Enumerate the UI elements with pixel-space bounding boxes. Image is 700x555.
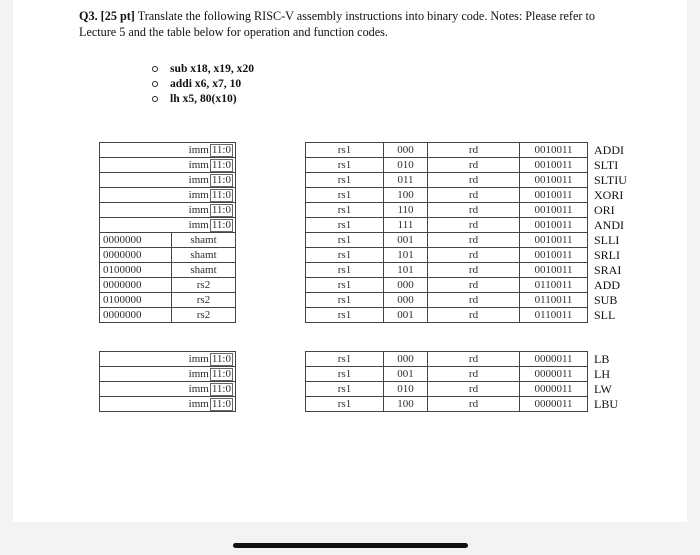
funct7-cell: 0100000 xyxy=(100,293,172,308)
table-row xyxy=(100,367,643,382)
rd-cell: rd xyxy=(428,158,520,173)
instruction-item: sub x18, x19, x20 xyxy=(150,61,254,76)
rs1-cell: rs1 xyxy=(306,173,384,188)
funct7-cell: 0000000 xyxy=(100,248,172,263)
rs2-cell: shamt xyxy=(172,248,236,263)
question-label: Q3. [25 pt] xyxy=(79,9,135,23)
spacer-cell xyxy=(236,173,306,188)
funct3-cell: 000 xyxy=(384,278,428,293)
mnemonic-cell: LBU xyxy=(594,396,618,411)
imm-bits: 11:0 xyxy=(211,158,231,171)
imm-label: imm xyxy=(188,158,209,171)
spacer-cell xyxy=(236,367,306,382)
table-row xyxy=(100,278,643,293)
imm-label: imm xyxy=(188,382,209,395)
funct3-cell: 110 xyxy=(384,203,428,218)
rs1-cell: rs1 xyxy=(306,397,384,412)
mnemonic-cell: SLLI xyxy=(594,232,620,247)
mnemonic-cell: LB xyxy=(594,351,610,366)
imm-bits: 11:0 xyxy=(211,143,231,156)
funct3-cell: 010 xyxy=(384,382,428,397)
funct3-cell: 000 xyxy=(384,293,428,308)
rs1-cell: rs1 xyxy=(306,263,384,278)
home-indicator[interactable] xyxy=(233,543,468,548)
opcode-cell: 0010011 xyxy=(520,233,588,248)
spacer-cell xyxy=(236,158,306,173)
imm-label: imm xyxy=(188,397,209,410)
rs1-cell: rs1 xyxy=(306,248,384,263)
table-row xyxy=(100,233,643,248)
opcode-cell: 0110011 xyxy=(520,278,588,293)
imm-bits: 11:0 xyxy=(211,382,231,395)
rs1-cell: rs1 xyxy=(306,233,384,248)
mnemonic-cell: SRAI xyxy=(594,262,622,277)
rd-cell: rd xyxy=(428,308,520,323)
rs2-cell: rs2 xyxy=(172,308,236,323)
rs1-cell: rs1 xyxy=(306,158,384,173)
encoding-table-loads xyxy=(99,351,643,412)
opcode-cell: 0010011 xyxy=(520,173,588,188)
funct3-cell: 001 xyxy=(384,308,428,323)
opcode-cell: 0000011 xyxy=(520,367,588,382)
imm-label: imm xyxy=(188,352,209,365)
mnemonic-cell: ANDI xyxy=(594,217,624,232)
funct3-cell: 100 xyxy=(384,188,428,203)
imm-bits: 11:0 xyxy=(211,173,231,186)
rs1-cell: rs1 xyxy=(306,203,384,218)
opcode-cell: 0110011 xyxy=(520,293,588,308)
spacer-cell xyxy=(236,143,306,158)
funct3-cell: 111 xyxy=(384,218,428,233)
funct3-cell: 000 xyxy=(384,352,428,367)
imm-bits: 11:0 xyxy=(211,397,231,410)
rd-cell: rd xyxy=(428,173,520,188)
imm-bits: 11:0 xyxy=(211,218,231,231)
rs1-cell: rs1 xyxy=(306,367,384,382)
imm-cell xyxy=(100,143,236,158)
spacer-cell xyxy=(236,278,306,293)
imm-cell xyxy=(100,158,236,173)
instruction-list xyxy=(150,61,254,106)
spacer-cell xyxy=(236,263,306,278)
table-row xyxy=(100,188,643,203)
rd-cell: rd xyxy=(428,263,520,278)
imm-bits: 11:0 xyxy=(211,352,231,365)
mnemonic-cell: XORI xyxy=(594,187,624,202)
rd-cell: rd xyxy=(428,233,520,248)
funct7-cell: 0000000 xyxy=(100,308,172,323)
rd-cell: rd xyxy=(428,143,520,158)
funct3-cell: 001 xyxy=(384,367,428,382)
spacer-cell xyxy=(236,397,306,412)
table-row xyxy=(100,397,643,412)
imm-cell xyxy=(100,203,236,218)
funct3-cell: 000 xyxy=(384,143,428,158)
imm-label: imm xyxy=(188,367,209,380)
mnemonic-cell: SRLI xyxy=(594,247,621,262)
question-text-block xyxy=(79,9,619,40)
funct3-cell: 010 xyxy=(384,158,428,173)
rs1-cell: rs1 xyxy=(306,143,384,158)
rd-cell: rd xyxy=(428,293,520,308)
spacer-cell xyxy=(236,308,306,323)
imm-bits: 11:0 xyxy=(211,367,231,380)
funct7-cell: 0000000 xyxy=(100,278,172,293)
spacer-cell xyxy=(236,382,306,397)
imm-cell xyxy=(100,367,236,382)
opcode-cell: 0010011 xyxy=(520,203,588,218)
rd-cell: rd xyxy=(428,397,520,412)
imm-cell xyxy=(100,397,236,412)
funct7-cell: 0100000 xyxy=(100,263,172,278)
mnemonic-cell: SLTI xyxy=(594,157,619,172)
imm-bits: 11:0 xyxy=(211,203,231,216)
mnemonic-cell: ADDI xyxy=(594,142,624,157)
rd-cell: rd xyxy=(428,203,520,218)
spacer-cell xyxy=(236,248,306,263)
rs1-cell: rs1 xyxy=(306,308,384,323)
mnemonic-cell: SLTIU xyxy=(594,172,627,187)
spacer-cell xyxy=(236,218,306,233)
opcode-cell: 0010011 xyxy=(520,263,588,278)
spacer-cell xyxy=(236,203,306,218)
encoding-table-itype-rtype xyxy=(99,142,643,323)
imm-label: imm xyxy=(188,218,209,231)
table-row xyxy=(100,158,643,173)
rd-cell: rd xyxy=(428,382,520,397)
imm-bits: 11:0 xyxy=(211,188,231,201)
imm-cell xyxy=(100,173,236,188)
opcode-cell: 0110011 xyxy=(520,308,588,323)
opcode-cell: 0010011 xyxy=(520,143,588,158)
rd-cell: rd xyxy=(428,188,520,203)
rd-cell: rd xyxy=(428,367,520,382)
rs2-cell: rs2 xyxy=(172,293,236,308)
mnemonic-cell: SLL xyxy=(594,307,616,322)
table-row xyxy=(100,173,643,188)
rs2-cell: rs2 xyxy=(172,278,236,293)
rd-cell: rd xyxy=(428,352,520,367)
imm-label: imm xyxy=(188,188,209,201)
cropped-row-edge xyxy=(99,418,659,423)
imm-label: imm xyxy=(188,203,209,216)
spacer-cell xyxy=(236,188,306,203)
imm-label: imm xyxy=(188,143,209,156)
opcode-cell: 0000011 xyxy=(520,382,588,397)
rd-cell: rd xyxy=(428,248,520,263)
rs2-cell: shamt xyxy=(172,263,236,278)
imm-cell xyxy=(100,352,236,367)
rs1-cell: rs1 xyxy=(306,293,384,308)
table-row xyxy=(100,382,643,397)
opcode-cell: 0000011 xyxy=(520,352,588,367)
rd-cell: rd xyxy=(428,278,520,293)
rs2-cell: shamt xyxy=(172,233,236,248)
opcode-cell: 0000011 xyxy=(520,397,588,412)
table-row xyxy=(100,293,643,308)
table-row xyxy=(100,308,643,323)
question-body: Translate the following RISC-V assembly instructions into binary code. Notes: Please refer to Lecture 5 and the table below for operation and function codes. xyxy=(79,9,595,39)
opcode-cell: 0010011 xyxy=(520,158,588,173)
rs1-cell: rs1 xyxy=(306,278,384,293)
rs1-cell: rs1 xyxy=(306,352,384,367)
instruction-item: lh x5, 80(x10) xyxy=(150,91,254,106)
mnemonic-cell: ORI xyxy=(594,202,615,217)
table-row xyxy=(100,263,643,278)
table-row xyxy=(100,218,643,233)
imm-label: imm xyxy=(188,173,209,186)
imm-cell xyxy=(100,218,236,233)
mnemonic-cell: ADD xyxy=(594,277,620,292)
opcode-cell: 0010011 xyxy=(520,218,588,233)
table-row xyxy=(100,203,643,218)
funct3-cell: 001 xyxy=(384,233,428,248)
opcode-cell: 0010011 xyxy=(520,188,588,203)
imm-cell xyxy=(100,382,236,397)
instruction-item: addi x6, x7, 10 xyxy=(150,76,254,91)
funct3-cell: 101 xyxy=(384,263,428,278)
rs1-cell: rs1 xyxy=(306,382,384,397)
funct7-cell: 0000000 xyxy=(100,233,172,248)
mnemonic-cell: LH xyxy=(594,366,610,381)
spacer-cell xyxy=(236,233,306,248)
funct3-cell: 101 xyxy=(384,248,428,263)
rd-cell: rd xyxy=(428,218,520,233)
spacer-cell xyxy=(236,293,306,308)
rs1-cell: rs1 xyxy=(306,218,384,233)
table-row xyxy=(100,248,643,263)
mnemonic-cell: LW xyxy=(594,381,612,396)
table-row xyxy=(100,143,643,158)
table-row xyxy=(100,352,643,367)
mnemonic-cell: SUB xyxy=(594,292,618,307)
rs1-cell: rs1 xyxy=(306,188,384,203)
imm-cell xyxy=(100,188,236,203)
funct3-cell: 011 xyxy=(384,173,428,188)
funct3-cell: 100 xyxy=(384,397,428,412)
spacer-cell xyxy=(236,352,306,367)
opcode-cell: 0010011 xyxy=(520,248,588,263)
